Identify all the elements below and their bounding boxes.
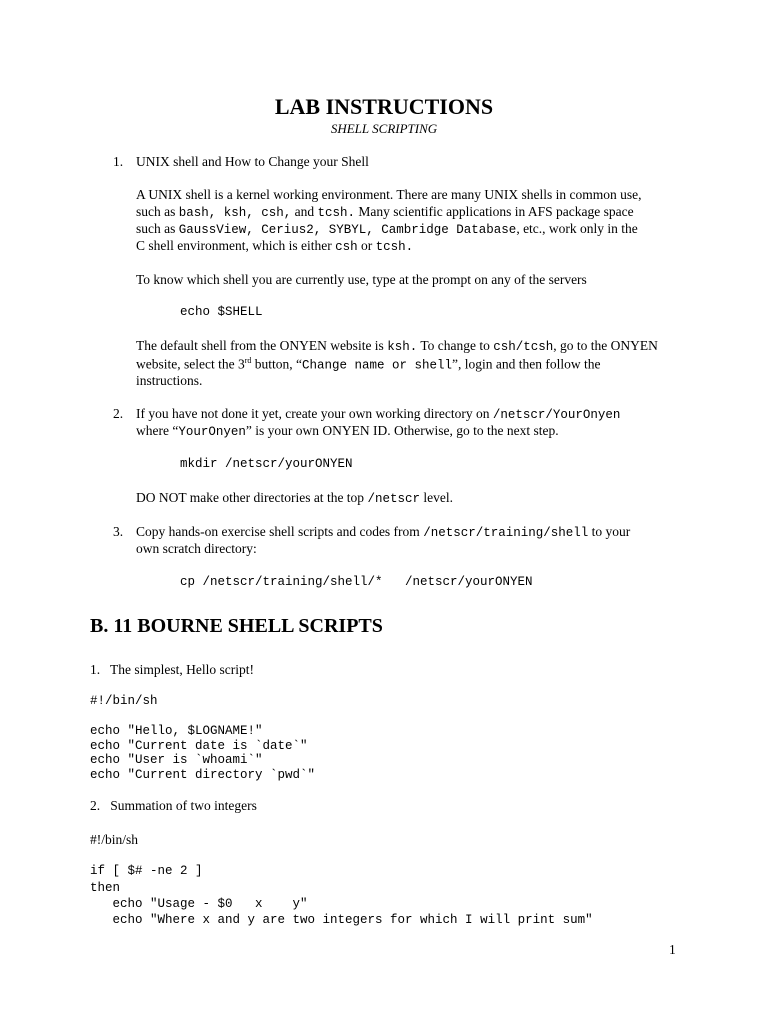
text: ” is your own ONYEN ID. Otherwise, go to the next step. <box>245 423 559 438</box>
text: Copy hands-on exercise shell scripts and codes from <box>136 524 424 539</box>
item-2-line <box>136 406 620 422</box>
code-line: echo "Usage - $0 x y" <box>90 897 308 911</box>
item-1-paragraph-line <box>136 221 638 237</box>
item-3-line: own scratch directory: <box>136 541 257 556</box>
text: , go to the ONYEN <box>553 338 658 353</box>
code-line: then <box>90 881 121 895</box>
inline-code: Change name or shell <box>302 358 453 373</box>
item-2-number: 2. <box>113 406 124 421</box>
inline-code: csh <box>335 240 358 254</box>
text: to your <box>588 524 631 539</box>
item-1-instruction: To know which shell you are currently use, type at the prompt on any of the servers <box>136 272 587 287</box>
command-mkdir: mkdir /netscr/yourONYEN <box>180 457 353 471</box>
item-1-paragraph-line: A UNIX shell is a kernel working environment. There are many UNIX shells in common use, <box>136 187 642 202</box>
command-cp: cp /netscr/training/shell/* /netscr/yourONYEN <box>180 575 533 589</box>
text: C shell environment, which is either <box>136 238 336 253</box>
code-line: echo "Current date is `date`" <box>90 739 308 753</box>
code-line: echo "User is `whoami`" <box>90 753 263 767</box>
item-3-line <box>136 524 630 540</box>
text: ”, login and then follow the <box>452 356 601 372</box>
page-title: LAB INSTRUCTIONS <box>274 94 494 119</box>
command-echo-shell: echo $SHELL <box>180 305 263 319</box>
code-line: echo "Hello, $LOGNAME!" <box>90 724 263 738</box>
inline-code: YourOnyen <box>178 425 246 439</box>
section-b-item-2-label: 2. Summation of two integers <box>90 798 257 813</box>
shebang-line: #!/bin/sh <box>90 832 139 847</box>
section-b-item-1-label: 1. The simplest, Hello script! <box>90 662 254 677</box>
page-subtitle: SHELL SCRIPTING <box>330 121 438 136</box>
inline-code: ksh. <box>387 340 418 354</box>
page-number: 1 <box>669 942 676 957</box>
inline-code: bash, ksh, csh, <box>178 206 292 220</box>
text: , etc., work only in the <box>516 221 638 236</box>
inline-code: /netscr/training/shell <box>423 526 589 540</box>
text: such as <box>136 204 179 219</box>
text: To change to <box>417 338 494 353</box>
inline-code: /netscr <box>367 492 420 506</box>
text: DO NOT make other directories at the top <box>136 490 368 505</box>
text: If you have not done it yet, create your own working directory on <box>136 406 493 421</box>
item-1-heading: UNIX shell and How to Change your Shell <box>136 154 369 169</box>
item-3-number: 3. <box>113 524 124 539</box>
inline-code: csh/tcsh <box>493 340 554 354</box>
item-1-paragraph-line <box>136 204 634 220</box>
code-line: echo "Where x and y are two integers for which I will print sum" <box>90 913 593 927</box>
text: and <box>291 204 318 219</box>
inline-code: tcsh. <box>317 206 356 220</box>
code-line: if [ $# -ne 2 ] <box>90 864 203 878</box>
item-1-paragraph-line <box>136 238 413 254</box>
inline-code: GaussView, Cerius2, SYBYL, Cambridge Database <box>178 223 517 237</box>
item-1-number: 1. <box>113 154 124 169</box>
text: Many scientific applications in AFS package space <box>355 204 634 219</box>
section-b-heading: B. 11 BOURNE SHELL SCRIPTS <box>90 615 383 637</box>
code-line: #!/bin/sh <box>90 694 158 708</box>
item-2-warning <box>136 490 453 506</box>
text: website, select the 3 <box>136 356 245 372</box>
text: or <box>357 238 376 253</box>
inline-code: tcsh. <box>375 240 414 254</box>
text: such as <box>136 221 179 236</box>
text: button, “ <box>251 356 303 372</box>
item-2-line <box>136 423 559 439</box>
code-line: echo "Current directory `pwd`" <box>90 768 316 782</box>
item-1-paragraph-line <box>136 356 601 373</box>
text: where “ <box>136 423 179 438</box>
inline-code: /netscr/YourOnyen <box>492 408 621 422</box>
superscript: rd <box>244 356 252 365</box>
item-1-paragraph-line <box>136 338 658 354</box>
text: The default shell from the ONYEN website is <box>136 338 388 353</box>
text: level. <box>419 490 453 505</box>
item-1-paragraph-line: instructions. <box>136 373 203 388</box>
